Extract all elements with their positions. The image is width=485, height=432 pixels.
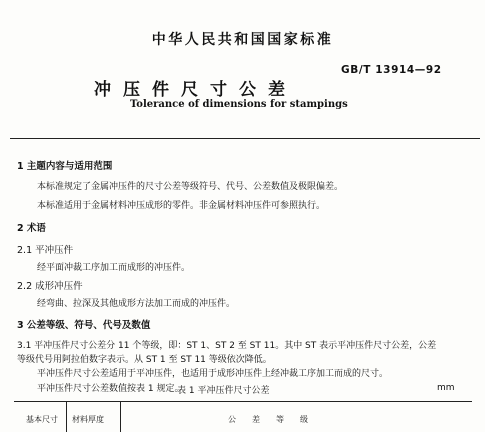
section-3-heading: 3 公差等级、符号、代号及数值 [17, 320, 151, 331]
table-column-divider [66, 401, 67, 432]
document-subtitle-en: Tolerance of dimensions for stampings [130, 99, 348, 110]
table-column-divider [120, 401, 121, 432]
term-2-2: 2.2 成形冲压件 [17, 281, 83, 292]
section-2-heading: 2 术语 [17, 223, 46, 234]
document-title: 冲压件尺寸公差 [94, 80, 297, 100]
table-header-basic-size: 基本尺寸 [26, 415, 58, 424]
standard-code: GB/T 13914—92 [341, 64, 442, 76]
table-unit: mm [437, 383, 455, 393]
term-2-1-definition: 经平面冲裁工序加工而成形的冲压件。 [37, 263, 191, 273]
section-1-heading: 1 主题内容与适用范围 [17, 161, 113, 172]
header-divider [10, 138, 480, 139]
table-header-thickness: 材料厚度 [72, 415, 104, 424]
term-2-2-definition: 经弯曲、拉深及其他成形方法加工而成的冲压件。 [37, 299, 236, 309]
standard-body-heading: 中华人民共和国国家标准 [151, 32, 334, 48]
section-1-paragraph-1: 本标准规定了金属冲压件的尺寸公差等级符号、代号、公差数值及极限偏差。 [37, 182, 344, 192]
term-2-1: 2.1 平冲压件 [17, 245, 74, 256]
section-3-paragraph-2: 等级代号用阿拉伯数字表示。从 ST 1 至 ST 11 等级依次降低。 [17, 355, 272, 365]
section-1-paragraph-2: 本标准适用于金属材料冲压成形的零件。非金属材料冲压件可参照执行。 [37, 201, 326, 211]
table-top-border [14, 401, 472, 402]
section-3-paragraph-3: 平冲压件尺寸公差适用于平冲压件，也适用于成形冲压件上经冲裁工序加工而成的尺寸。 [37, 369, 389, 379]
section-3-paragraph-4: 平冲压件尺寸公差数值按表 1 规定。 [37, 384, 184, 394]
table-header-tolerance-grade: 公差等级 [228, 415, 324, 424]
section-3-paragraph-1: 3.1 平冲压件尺寸公差分 11 个等级，即：ST 1、ST 2 至 ST 11。其中 ST 表示平冲压件尺寸公差，公差 [17, 341, 437, 351]
table-caption: 表 1 平冲压件尺寸公差 [177, 386, 270, 396]
